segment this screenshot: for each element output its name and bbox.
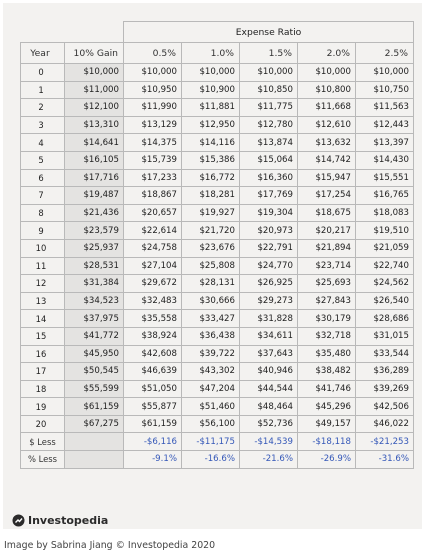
value-cell: $27,104 xyxy=(124,257,182,275)
value-cell: $28,531 xyxy=(65,257,124,275)
value-cell: $17,716 xyxy=(65,169,124,187)
value-cell: $26,925 xyxy=(240,275,298,293)
value-cell: $14,641 xyxy=(65,134,124,152)
value-cell: $19,487 xyxy=(65,187,124,205)
table-card xyxy=(3,3,422,529)
table-row xyxy=(21,275,414,293)
value-cell: $28,686 xyxy=(356,310,414,328)
group-header-row xyxy=(21,22,414,43)
summary-row xyxy=(21,433,414,451)
value-cell: $23,676 xyxy=(182,239,240,257)
table-row xyxy=(21,64,414,82)
value-cell: $26,540 xyxy=(356,292,414,310)
value-cell: $67,275 xyxy=(65,415,124,433)
summary-row xyxy=(21,451,414,469)
value-cell: $23,579 xyxy=(65,222,124,240)
year-cell: 18 xyxy=(21,380,65,398)
value-cell: $41,772 xyxy=(65,327,124,345)
value-cell: $20,217 xyxy=(298,222,356,240)
summary-cell xyxy=(65,433,124,451)
value-cell: $10,000 xyxy=(240,64,298,82)
table-body xyxy=(21,64,414,469)
value-cell: $40,946 xyxy=(240,363,298,381)
value-cell: $22,614 xyxy=(124,222,182,240)
year-cell: 1 xyxy=(21,81,65,99)
value-cell: $51,050 xyxy=(124,380,182,398)
value-cell: $46,022 xyxy=(356,415,414,433)
value-cell: $15,739 xyxy=(124,151,182,169)
value-cell: $21,059 xyxy=(356,239,414,257)
summary-label: % Less xyxy=(21,451,65,469)
summary-cell: -16.6% xyxy=(182,451,240,469)
investopedia-logo xyxy=(12,513,108,527)
value-cell: $10,900 xyxy=(182,81,240,99)
year-cell: 15 xyxy=(21,327,65,345)
value-cell: $49,157 xyxy=(298,415,356,433)
value-cell: $17,233 xyxy=(124,169,182,187)
value-cell: $16,360 xyxy=(240,169,298,187)
year-cell: 6 xyxy=(21,169,65,187)
value-cell: $46,639 xyxy=(124,363,182,381)
year-cell: 8 xyxy=(21,204,65,222)
value-cell: $16,105 xyxy=(65,151,124,169)
year-cell: 14 xyxy=(21,310,65,328)
year-cell: 11 xyxy=(21,257,65,275)
table-row xyxy=(21,204,414,222)
value-cell: $10,000 xyxy=(298,64,356,82)
value-cell: $21,720 xyxy=(182,222,240,240)
logo-text: Investopedia xyxy=(28,513,109,527)
value-cell: $38,482 xyxy=(298,363,356,381)
value-cell: $21,436 xyxy=(65,204,124,222)
value-cell: $31,015 xyxy=(356,327,414,345)
value-cell: $10,750 xyxy=(356,81,414,99)
value-cell: $61,159 xyxy=(124,415,182,433)
value-cell: $24,758 xyxy=(124,239,182,257)
table-row xyxy=(21,81,414,99)
value-cell: $45,950 xyxy=(65,345,124,363)
value-cell: $24,562 xyxy=(356,275,414,293)
value-cell: $29,273 xyxy=(240,292,298,310)
year-cell: 19 xyxy=(21,398,65,416)
value-cell: $12,950 xyxy=(182,116,240,134)
expense-ratio-table xyxy=(20,21,414,469)
value-cell: $11,563 xyxy=(356,99,414,117)
table-row xyxy=(21,415,414,433)
value-cell: $18,083 xyxy=(356,204,414,222)
value-cell: $14,742 xyxy=(298,151,356,169)
summary-cell: -$14,539 xyxy=(240,433,298,451)
table-row xyxy=(21,257,414,275)
value-cell: $23,714 xyxy=(298,257,356,275)
year-cell: 5 xyxy=(21,151,65,169)
value-cell: $31,384 xyxy=(65,275,124,293)
value-cell: $34,611 xyxy=(240,327,298,345)
column-header-6: 2.5% xyxy=(356,43,414,64)
value-cell: $52,736 xyxy=(240,415,298,433)
expense-ratio-header: Expense Ratio xyxy=(124,22,414,43)
value-cell: $18,281 xyxy=(182,187,240,205)
table-row xyxy=(21,99,414,117)
value-cell: $13,129 xyxy=(124,116,182,134)
summary-cell: -$21,253 xyxy=(356,433,414,451)
table-row xyxy=(21,134,414,152)
value-cell: $36,438 xyxy=(182,327,240,345)
summary-cell: -21.6% xyxy=(240,451,298,469)
value-cell: $27,843 xyxy=(298,292,356,310)
value-cell: $42,506 xyxy=(356,398,414,416)
value-cell: $32,483 xyxy=(124,292,182,310)
value-cell: $15,064 xyxy=(240,151,298,169)
value-cell: $37,643 xyxy=(240,345,298,363)
value-cell: $14,375 xyxy=(124,134,182,152)
column-header-0: Year xyxy=(21,43,65,64)
table-row xyxy=(21,187,414,205)
value-cell: $11,990 xyxy=(124,99,182,117)
value-cell: $11,775 xyxy=(240,99,298,117)
value-cell: $44,544 xyxy=(240,380,298,398)
table-row xyxy=(21,363,414,381)
value-cell: $10,800 xyxy=(298,81,356,99)
value-cell: $39,269 xyxy=(356,380,414,398)
value-cell: $12,100 xyxy=(65,99,124,117)
year-cell: 7 xyxy=(21,187,65,205)
value-cell: $10,000 xyxy=(182,64,240,82)
value-cell: $45,296 xyxy=(298,398,356,416)
column-header-3: 1.0% xyxy=(182,43,240,64)
value-cell: $39,722 xyxy=(182,345,240,363)
year-cell: 13 xyxy=(21,292,65,310)
table-row xyxy=(21,169,414,187)
column-header-4: 1.5% xyxy=(240,43,298,64)
value-cell: $12,780 xyxy=(240,116,298,134)
value-cell: $55,877 xyxy=(124,398,182,416)
value-cell: $56,100 xyxy=(182,415,240,433)
value-cell: $38,924 xyxy=(124,327,182,345)
value-cell: $19,510 xyxy=(356,222,414,240)
investopedia-logo-icon xyxy=(12,514,25,527)
value-cell: $25,808 xyxy=(182,257,240,275)
year-cell: 20 xyxy=(21,415,65,433)
column-header-1: 10% Gain xyxy=(65,43,124,64)
value-cell: $35,480 xyxy=(298,345,356,363)
value-cell: $16,772 xyxy=(182,169,240,187)
value-cell: $13,310 xyxy=(65,116,124,134)
summary-cell: -26.9% xyxy=(298,451,356,469)
value-cell: $41,746 xyxy=(298,380,356,398)
value-cell: $20,973 xyxy=(240,222,298,240)
value-cell: $16,765 xyxy=(356,187,414,205)
year-cell: 12 xyxy=(21,275,65,293)
table-row xyxy=(21,310,414,328)
table-row xyxy=(21,116,414,134)
value-cell: $10,850 xyxy=(240,81,298,99)
value-cell: $42,608 xyxy=(124,345,182,363)
value-cell: $19,927 xyxy=(182,204,240,222)
value-cell: $13,632 xyxy=(298,134,356,152)
table-row xyxy=(21,380,414,398)
value-cell: $37,975 xyxy=(65,310,124,328)
year-cell: 2 xyxy=(21,99,65,117)
value-cell: $11,000 xyxy=(65,81,124,99)
summary-cell: -$6,116 xyxy=(124,433,182,451)
value-cell: $14,430 xyxy=(356,151,414,169)
year-cell: 17 xyxy=(21,363,65,381)
value-cell: $21,894 xyxy=(298,239,356,257)
summary-cell: -9.1% xyxy=(124,451,182,469)
year-cell: 10 xyxy=(21,239,65,257)
table-row xyxy=(21,345,414,363)
value-cell: $14,116 xyxy=(182,134,240,152)
value-cell: $13,874 xyxy=(240,134,298,152)
table-row xyxy=(21,327,414,345)
value-cell: $12,443 xyxy=(356,116,414,134)
value-cell: $10,000 xyxy=(65,64,124,82)
value-cell: $24,770 xyxy=(240,257,298,275)
value-cell: $36,289 xyxy=(356,363,414,381)
year-cell: 3 xyxy=(21,116,65,134)
table-row xyxy=(21,398,414,416)
value-cell: $15,551 xyxy=(356,169,414,187)
summary-cell: -$18,118 xyxy=(298,433,356,451)
table-row xyxy=(21,239,414,257)
value-cell: $50,545 xyxy=(65,363,124,381)
table-row xyxy=(21,292,414,310)
value-cell: $11,881 xyxy=(182,99,240,117)
value-cell: $33,544 xyxy=(356,345,414,363)
value-cell: $31,828 xyxy=(240,310,298,328)
value-cell: $18,867 xyxy=(124,187,182,205)
value-cell: $47,204 xyxy=(182,380,240,398)
value-cell: $43,302 xyxy=(182,363,240,381)
value-cell: $19,304 xyxy=(240,204,298,222)
value-cell: $25,937 xyxy=(65,239,124,257)
summary-cell: -$11,175 xyxy=(182,433,240,451)
value-cell: $55,599 xyxy=(65,380,124,398)
value-cell: $35,558 xyxy=(124,310,182,328)
value-cell: $30,666 xyxy=(182,292,240,310)
value-cell: $10,000 xyxy=(124,64,182,82)
value-cell: $20,657 xyxy=(124,204,182,222)
value-cell: $18,675 xyxy=(298,204,356,222)
value-cell: $48,464 xyxy=(240,398,298,416)
summary-label: $ Less xyxy=(21,433,65,451)
value-cell: $22,791 xyxy=(240,239,298,257)
value-cell: $12,610 xyxy=(298,116,356,134)
value-cell: $34,523 xyxy=(65,292,124,310)
value-cell: $29,672 xyxy=(124,275,182,293)
image-caption: Image by Sabrina Jiang © Investopedia 2020 xyxy=(4,540,216,551)
value-cell: $22,740 xyxy=(356,257,414,275)
year-cell: 16 xyxy=(21,345,65,363)
value-cell: $10,950 xyxy=(124,81,182,99)
summary-cell: -31.6% xyxy=(356,451,414,469)
value-cell: $17,769 xyxy=(240,187,298,205)
value-cell: $51,460 xyxy=(182,398,240,416)
year-cell: 4 xyxy=(21,134,65,152)
year-cell: 9 xyxy=(21,222,65,240)
column-header-5: 2.0% xyxy=(298,43,356,64)
column-header-row xyxy=(21,43,414,64)
value-cell: $15,947 xyxy=(298,169,356,187)
value-cell: $28,131 xyxy=(182,275,240,293)
value-cell: $33,427 xyxy=(182,310,240,328)
column-header-2: 0.5% xyxy=(124,43,182,64)
table-row xyxy=(21,151,414,169)
value-cell: $15,386 xyxy=(182,151,240,169)
value-cell: $11,668 xyxy=(298,99,356,117)
value-cell: $17,254 xyxy=(298,187,356,205)
value-cell: $25,693 xyxy=(298,275,356,293)
value-cell: $30,179 xyxy=(298,310,356,328)
year-cell: 0 xyxy=(21,64,65,82)
value-cell: $10,000 xyxy=(356,64,414,82)
value-cell: $13,397 xyxy=(356,134,414,152)
value-cell: $32,718 xyxy=(298,327,356,345)
value-cell: $61,159 xyxy=(65,398,124,416)
summary-cell xyxy=(65,451,124,469)
table-row xyxy=(21,222,414,240)
